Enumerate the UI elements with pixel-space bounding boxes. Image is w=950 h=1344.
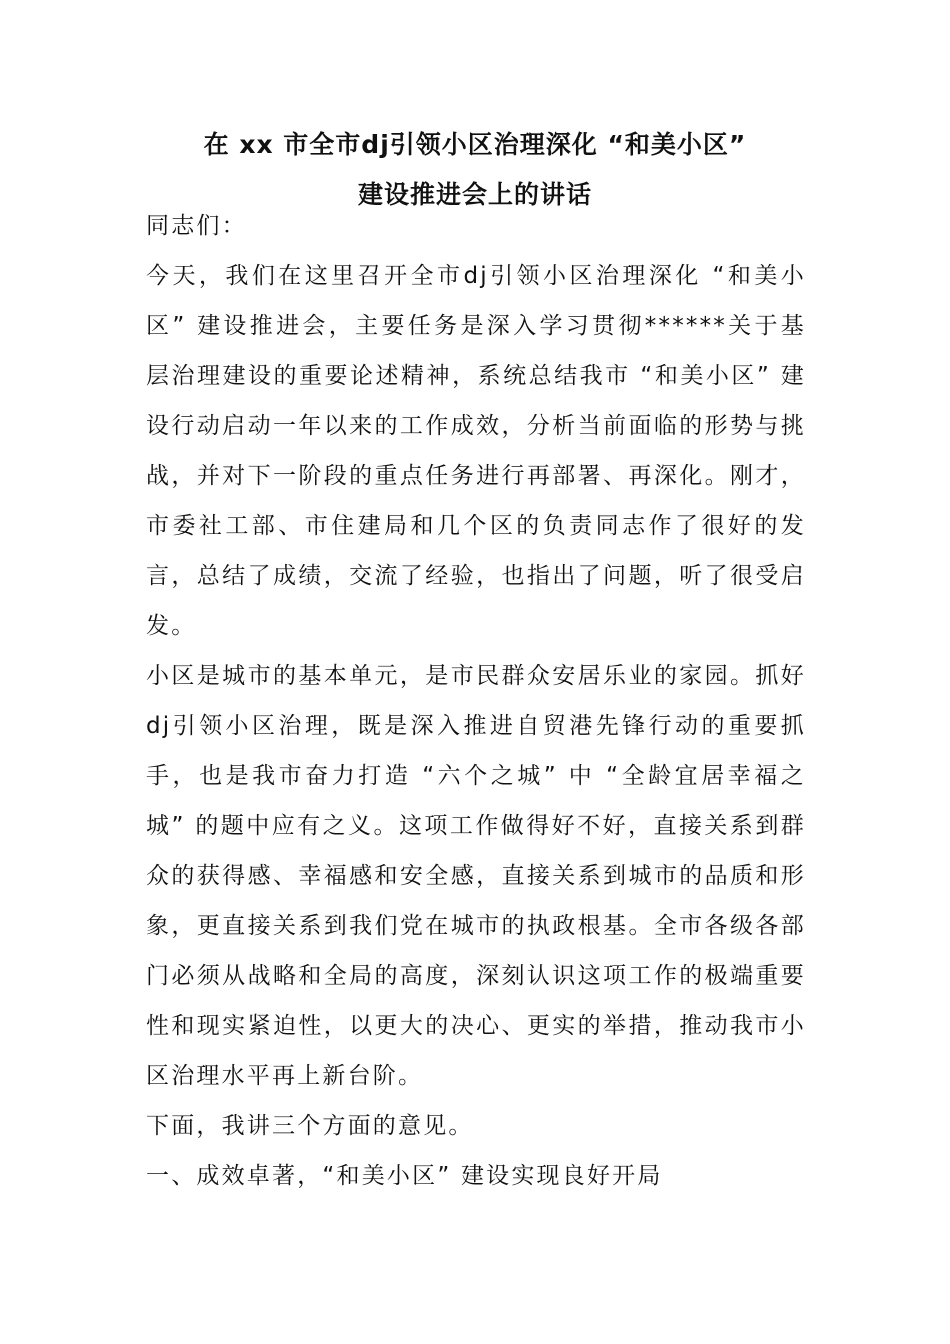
document-title-line-2: 建设推进会上的讲话 [357,180,592,209]
document-title-line-1: 在 xx 市全市dj引领小区治理深化 “和美小区” [203,130,747,159]
opening-paragraph: 今天，我们在这里召开全市dj引领小区治理深化 “和美小区” 建设推进会，主要任务是深入学习贯彻******关于基层治理建设的重要论述精神，系统总结我市 “和美小区” 建设行动启动一年以来的工作成效，分析当前面临的形势与挑战，并对下一阶段的重点任务进行再部署、再深化。刚才，市委社工部、市住建局和几个区的负责同志作了很好的发言，总结了成绩，交流了经验，也指出了问题，听了很受启发。 [146,263,806,639]
document-body [146,201,806,1201]
salutation-paragraph: 同志们： [146,213,247,239]
section-heading: 一、成效卓著，“和美小区” 建设实现良好开局 [146,1163,663,1189]
outline-paragraph: 下面，我讲三个方面的意见。 [146,1113,474,1139]
significance-paragraph: 小区是城市的基本单元，是市民群众安居乐业的家园。抓好dj引领小区治理，既是深入推进自贸港先锋行动的重要抓手，也是我市奋力打造 “六个之城” 中 “全龄宜居幸福之城” 的题中应有之义。这项工作做得好不好，直接关系到群众的获得感、幸福感和安全感，直接关系到城市的品质和形象，更直接关系到我们党在城市的执政根基。全市各级各部门必须从战略和全局的高度，深刻认识这项工作的极端重要性和现实紧迫性，以更大的决心、更实的举措，推动我市小区治理水平再上新台阶。 [146,663,806,1089]
